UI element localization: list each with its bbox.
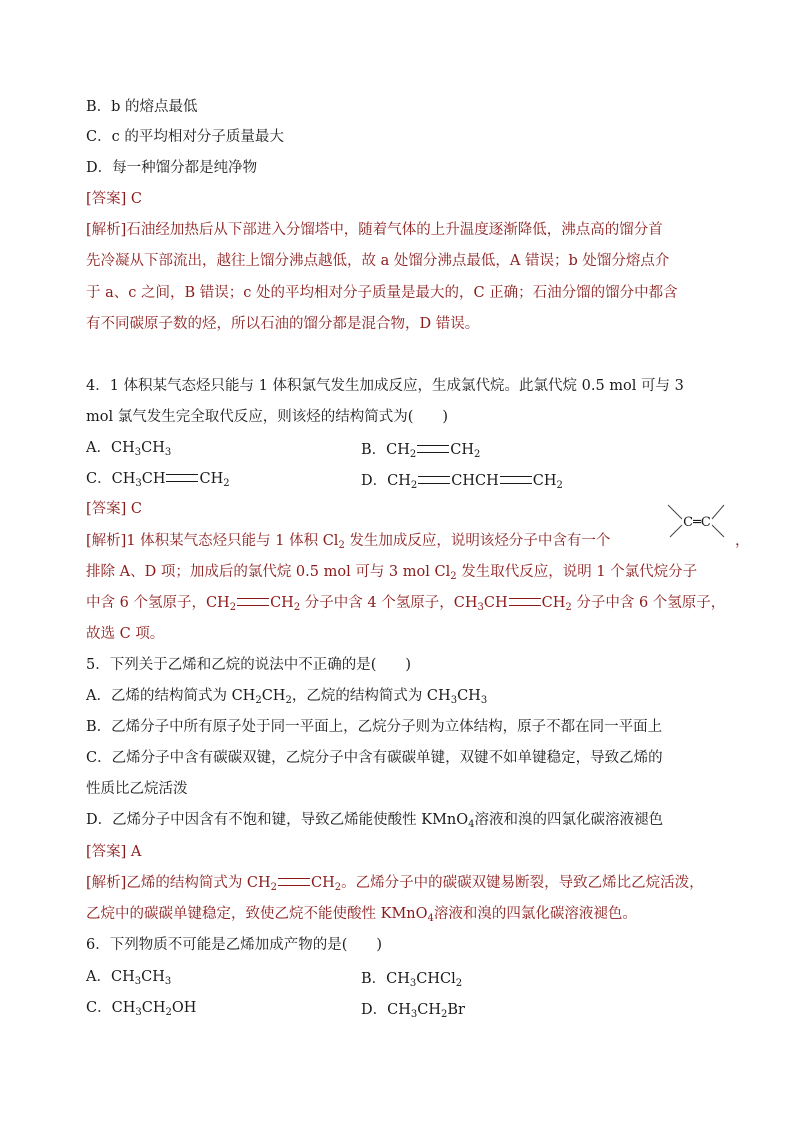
- q6-option-b: B．$CH_3CHCl_2$: [361, 971, 463, 989]
- q4-explanation-line4: 故选 C 项。: [86, 626, 165, 642]
- q3-option-b: B．b 的熔点最低: [86, 99, 198, 115]
- q3-explanation-line3: 于 a、c 之间，B 错误；c 处的平均相对分子质量是最大的，C 正确；石油分馏的馏分中都含: [86, 285, 678, 301]
- q4-option-c: C．$CH_3CH$ $CH_2$: [86, 471, 230, 489]
- q4-option-b: B．$CH_2$ $CH_2$: [361, 442, 481, 460]
- structure-label: C═C: [683, 515, 711, 530]
- q6-option-c: C．$CH_3CH_2OH$: [86, 1000, 197, 1018]
- q4-explanation-line3: 中含 6 个氢原子，$CH_2$ $CH_2$ 分子中含 4 个氢原子，$CH_3CH$ $CH_2$ 分子中含 6 个氢原子，: [86, 595, 726, 613]
- q4-stem-line1: 4．1 体积某气态烃只能与 1 体积氯气发生加成反应，生成氯代烷。此氯代烷 0.5 mol 可与 3: [86, 378, 684, 394]
- q4-explanation-line2: 排除 A、D 项；加成后的氯代烷 0.5 mol 可与 3 mol $Cl_2$ 发生取代反应，说明 1 个氯代烷分子: [86, 564, 698, 582]
- q3-option-c: C．c 的平均相对分子质量最大: [86, 129, 284, 145]
- q6-option-a: A．$CH_3CH_3$: [86, 969, 172, 987]
- q3-explanation-line2: 先冷凝从下部流出，越往上馏分沸点越低，故 a 处馏分沸点最低，A 错误；b 处馏分熔点介: [86, 253, 670, 269]
- q4-stem-line2: mol 氯气发生完全取代反应，则该烃的结构简式为( ): [86, 409, 449, 425]
- q4-answer: [答案] C: [86, 501, 143, 517]
- q4-option-a: A．$CH_3CH_3$: [86, 440, 172, 458]
- q5-answer: [答案] A: [86, 844, 142, 860]
- q5-stem: 5．下列关于乙烯和乙烷的说法中不正确的是( ): [86, 657, 412, 673]
- q3-option-d: D．每一种馏分都是纯净物: [86, 160, 258, 176]
- q5-option-d: D．乙烯分子中因含有不饱和键，导致乙烯能使酸性 KMnO$_4$溶液和溴的四氯化碳溶液褪色: [86, 812, 664, 830]
- carbon-double-bond-structure: [662, 497, 732, 553]
- q6-option-d: D．$CH_3CH_2Br$: [361, 1002, 465, 1020]
- q3-explanation-line1: [解析]石油经加热后从下部进入分馏塔中，随着气体的上升温度逐渐降低，沸点高的馏分首: [86, 222, 663, 238]
- q5-option-b: B．乙烯分子中所有原子处于同一平面上，乙烷分子则为立体结构，原子不都在同一平面上: [86, 719, 663, 735]
- q5-option-c-line1: C．乙烯分子中含有碳碳双键，乙烷分子中含有碳碳单键，双键不如单键稳定，导致乙烯的: [86, 750, 663, 766]
- q5-explanation-line1: [解析]乙烯的结构简式为 $CH_2$ $CH_2$。乙烯分子中的碳碳双键易断裂，导致乙烯比乙烷活泼，: [86, 875, 704, 893]
- q3-explanation-line4: 有不同碳原子数的烃，所以石油的馏分都是混合物，D 错误。: [86, 316, 480, 332]
- q5-explanation-line2: 乙烷中的碳碳单键稳定，致使乙烷不能使酸性 KMnO$_4$溶液和溴的四氯化碳溶液褪色。: [86, 906, 637, 924]
- q6-stem: 6．下列物质不可能是乙烯加成产物的是( ): [86, 937, 383, 953]
- q3-answer: [答案] C: [86, 191, 143, 207]
- q5-option-a: A．乙烯的结构简式为 $CH_2CH_2$，乙烷的结构简式为 $CH_3CH_3$: [86, 688, 488, 706]
- q4-option-d: D．$CH_2$ CHCH $CH_2$: [361, 473, 563, 491]
- q4-explanation-line1: [解析]1 体积某气态烃只能与 1 体积 $Cl_2$ 发生加成反应，说明该烃分子中含有一个: [86, 533, 611, 551]
- q4-explanation-comma: ，: [735, 533, 750, 549]
- q5-option-c-line2: 性质比乙烷活泼: [86, 781, 188, 797]
